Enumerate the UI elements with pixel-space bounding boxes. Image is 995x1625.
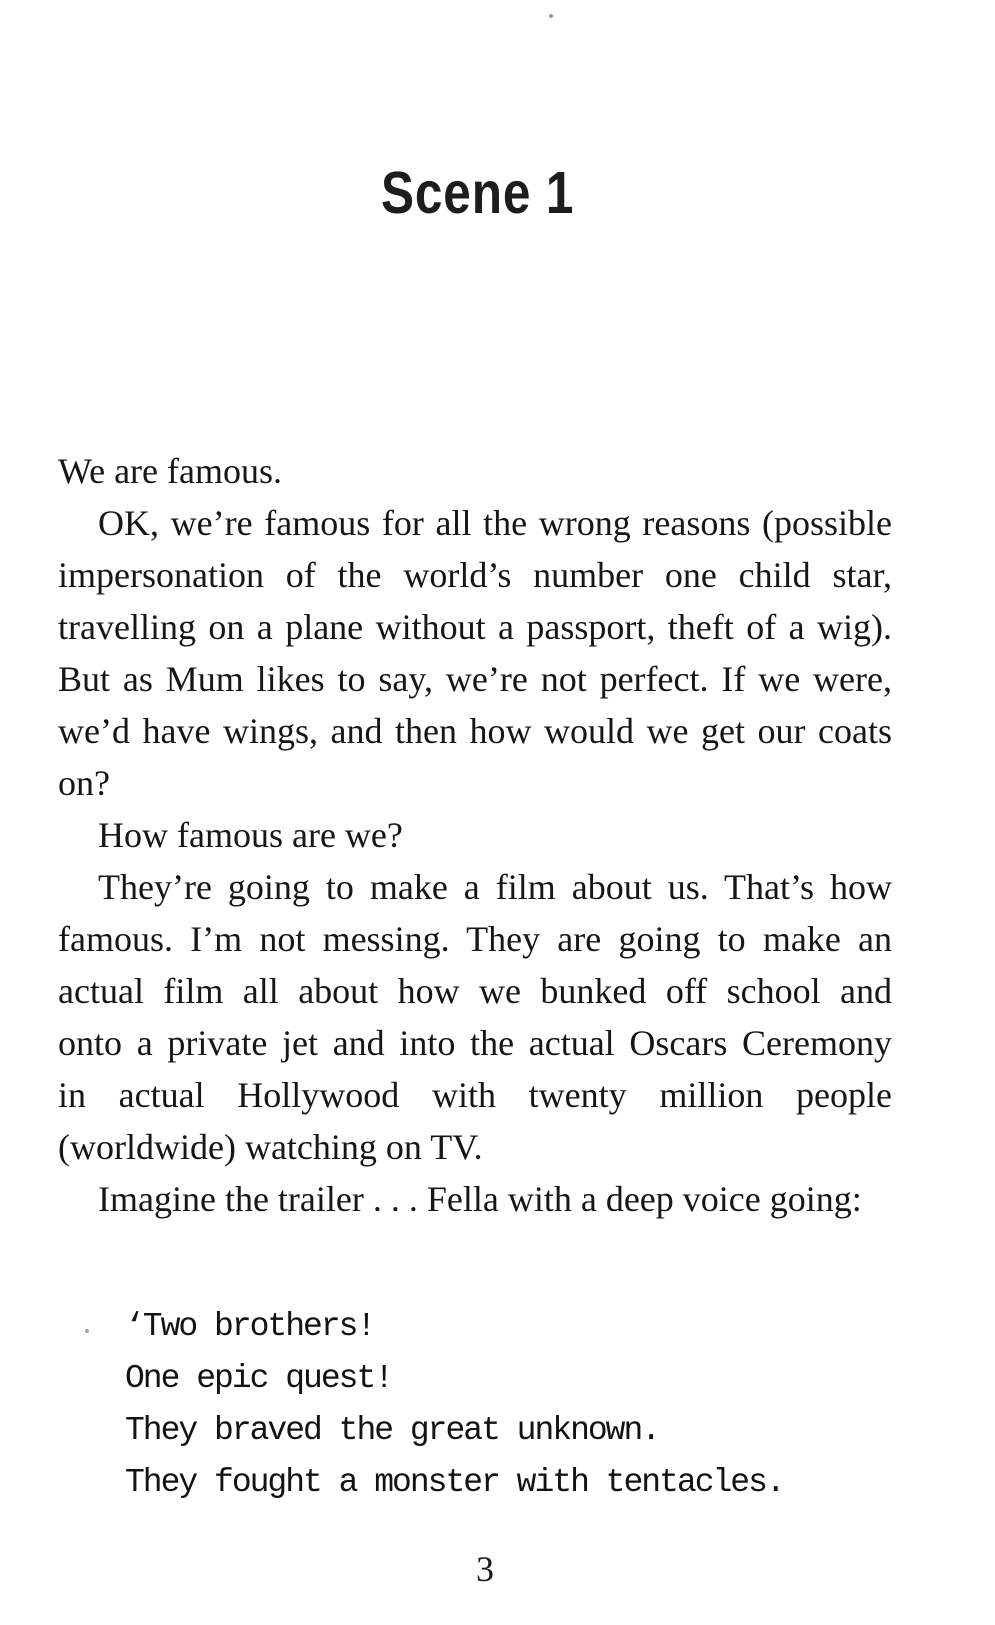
body-line: actual film all about how we bunked off school and — [58, 971, 892, 1011]
trailer-line: They braved the great unknown. — [125, 1412, 660, 1449]
body-line: We are famous. — [58, 451, 282, 491]
trailer-line: One epic quest! — [125, 1360, 393, 1397]
trailer-verse-block — [125, 1301, 784, 1509]
body-line: impersonation of the world’s number one child star, — [58, 555, 892, 595]
body-line: How famous are we? — [98, 815, 403, 855]
chapter-heading: Scene 1 — [381, 160, 575, 226]
body-line: on? — [58, 763, 110, 803]
body-line: They’re going to make a film about us. That’s how — [98, 867, 892, 907]
body-line: Imagine the trailer . . . Fella with a deep voice going: — [98, 1179, 862, 1219]
body-line: famous. I’m not messing. They are going to make an — [58, 919, 892, 959]
body-line: we’d have wings, and then how would we get our coats — [58, 711, 892, 751]
body-line: onto a private jet and into the actual Oscars Ceremony — [58, 1023, 892, 1063]
body-line: But as Mum likes to say, we’re not perfect. If we were, — [58, 659, 892, 699]
body-line: (worldwide) watching on TV. — [58, 1127, 483, 1167]
body-line: travelling on a plane without a passport, theft of a wig). — [58, 607, 892, 647]
body-line: in actual Hollywood with twenty million people — [58, 1075, 892, 1115]
scan-speck — [549, 14, 553, 18]
body-text-block — [58, 445, 892, 1225]
trailer-line: They fought a monster with tentacles. — [125, 1464, 784, 1501]
scan-speck — [85, 1329, 89, 1333]
body-line: OK, we’re famous for all the wrong reasons (possible — [98, 503, 892, 543]
page-number: 3 — [476, 1549, 494, 1589]
trailer-line: ‘Two brothers! — [125, 1308, 375, 1345]
